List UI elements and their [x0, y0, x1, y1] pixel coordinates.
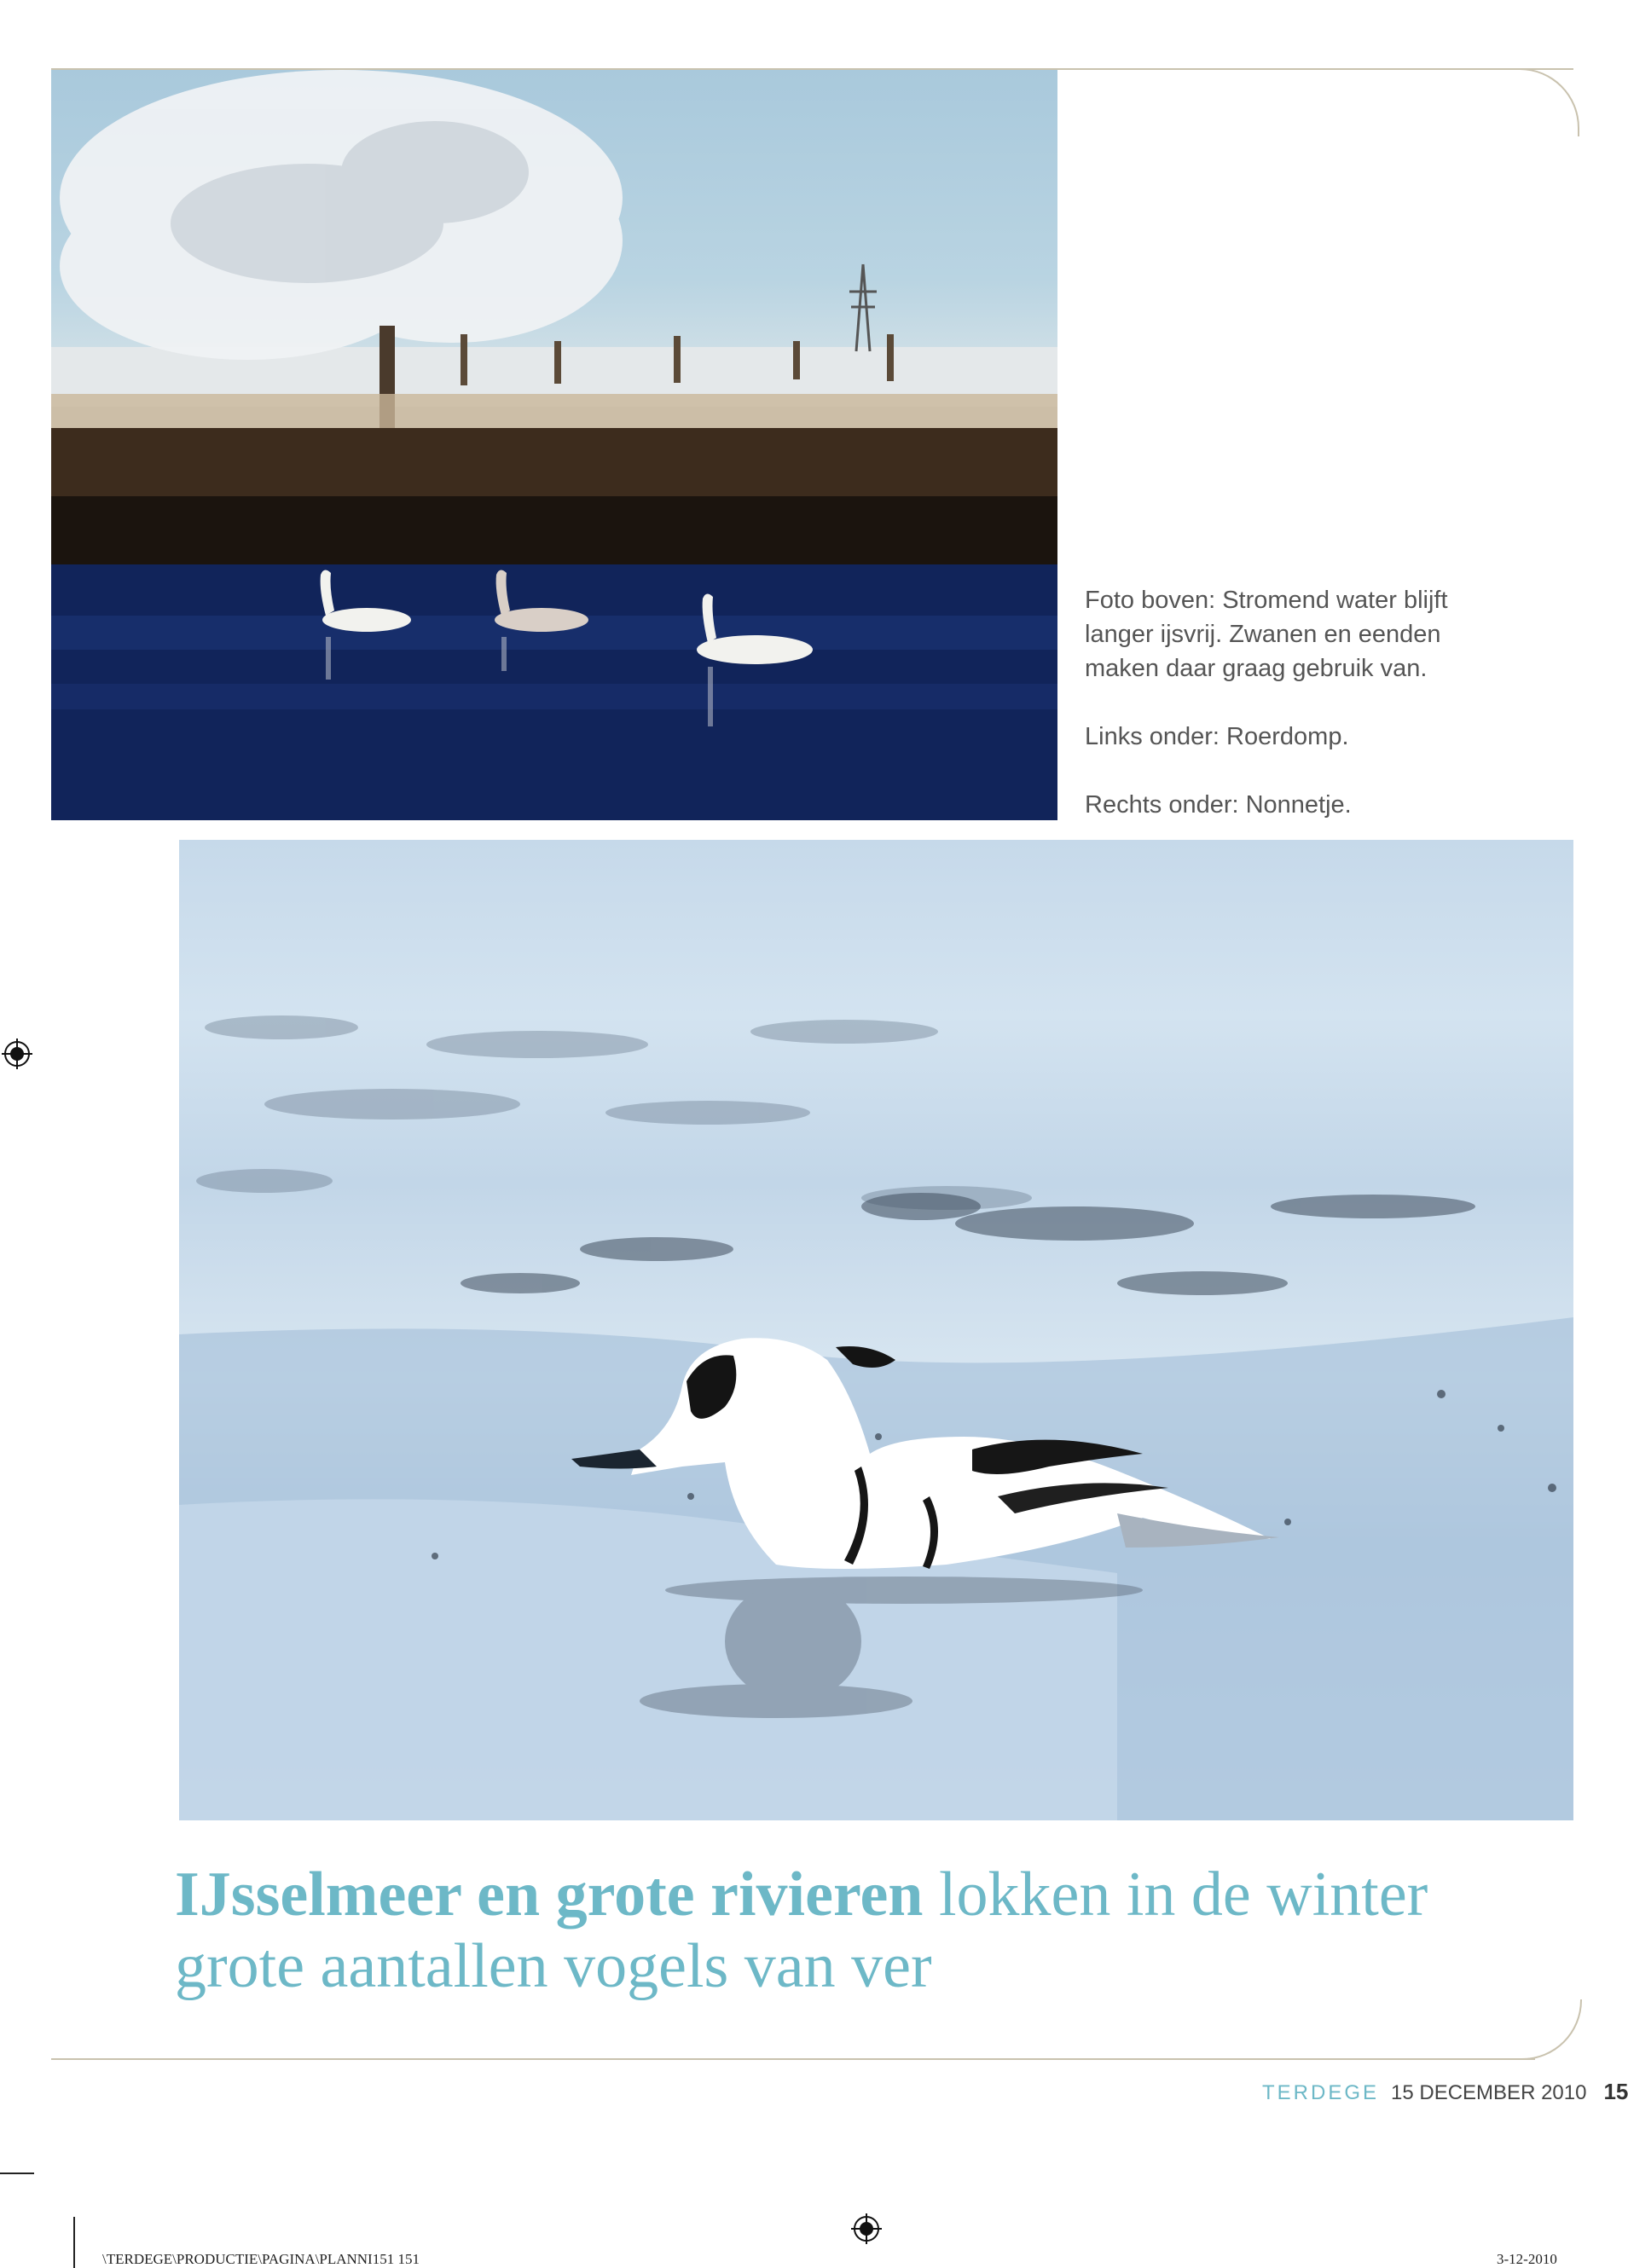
frame-corner-top — [1486, 68, 1579, 136]
registration-mark-icon — [2, 1039, 32, 1069]
frame-line-bottom — [51, 2058, 1535, 2060]
registration-mark-icon — [851, 2213, 882, 2244]
crop-mark — [0, 2173, 34, 2174]
caption-left-below: Links onder: Roerdomp. — [1085, 723, 1349, 750]
headline-bold: IJsselmeer en grote rivieren — [175, 1860, 924, 1930]
slug-file-path: \TERDEGE\PRODUCTIE\PAGINA\PLANNI151 151 — [102, 2251, 420, 2267]
photo-smew — [179, 840, 1573, 1820]
crop-mark — [73, 2217, 75, 2268]
photo-swans — [51, 70, 1057, 820]
folio-magazine: TERDEGE — [1262, 2081, 1380, 2104]
folio-page-number: 15 — [1603, 2079, 1628, 2104]
frame-corner-bottom — [1488, 1999, 1582, 2060]
photo-caption — [1085, 583, 1477, 856]
folio-date: 15 DECEMBER 2010 — [1391, 2081, 1587, 2104]
caption-top-photo: Foto boven: Stromend water blijft langer ijsvrij. Zwanen en eenden maken daar graag gebruik van. — [1085, 587, 1448, 682]
slug-date: 3-12-2010 — [1497, 2251, 1557, 2267]
folio — [1262, 2079, 1628, 2105]
headline — [175, 1859, 1539, 2002]
caption-right-below: Rechts onder: Nonnetje. — [1085, 791, 1352, 819]
headline-regular: lokken in de winter grote aantallen vogels van ver — [175, 1860, 1428, 2001]
